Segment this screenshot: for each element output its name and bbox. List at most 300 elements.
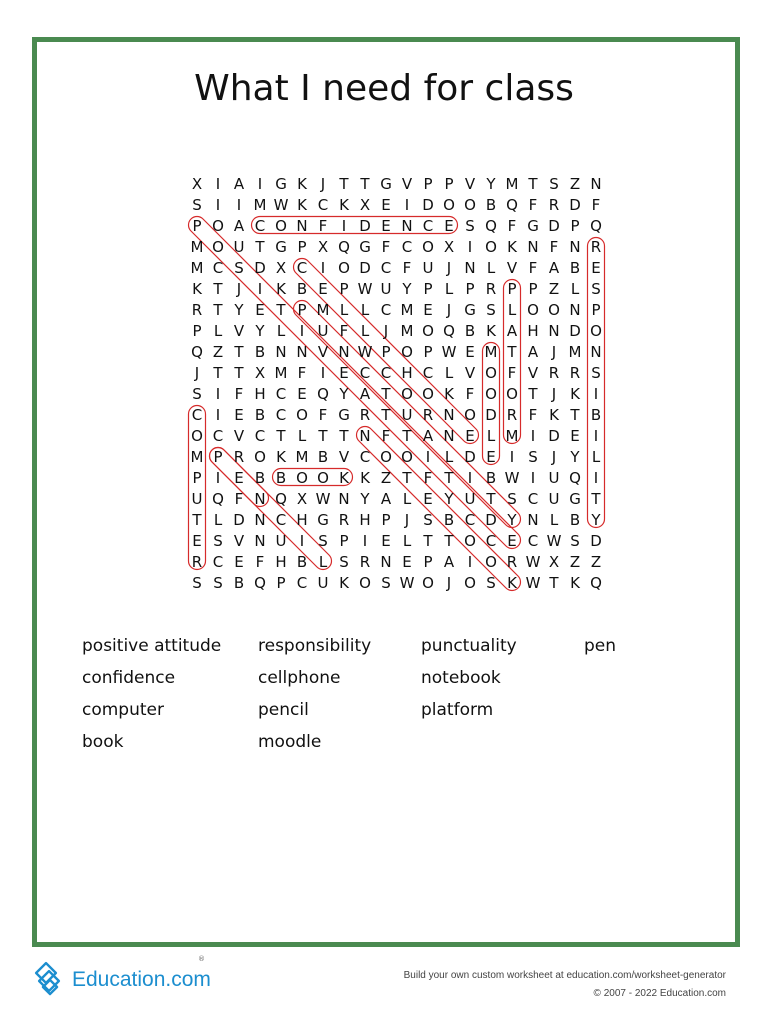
grid-letter: F	[234, 385, 244, 403]
grid-letter: T	[444, 469, 454, 487]
grid-letter: K	[192, 280, 202, 298]
grid-letter: S	[381, 574, 391, 592]
grid-letter: B	[254, 406, 266, 424]
grid-letter: O	[422, 322, 434, 340]
grid-letter: E	[255, 301, 265, 319]
grid-letter: Q	[485, 217, 497, 235]
grid-letter: E	[192, 532, 202, 550]
grid-letter: I	[215, 385, 221, 403]
grid-letter: W	[357, 343, 373, 361]
grid-letter: I	[215, 175, 221, 193]
grid-letter: Y	[234, 301, 244, 319]
word-column-3	[421, 630, 517, 726]
grid-letter: O	[422, 238, 434, 256]
grid-letter: T	[339, 427, 349, 445]
grid-letter: N	[527, 511, 539, 529]
grid-letter: O	[506, 385, 518, 403]
grid-letter: D	[233, 511, 245, 529]
grid-letter: B	[275, 469, 287, 487]
grid-letter: C	[275, 385, 287, 403]
grid-letter: Q	[569, 469, 581, 487]
grid-letter: V	[317, 343, 329, 361]
copyright-text: © 2007 - 2022 Education.com	[593, 988, 726, 999]
grid-letter: C	[422, 364, 434, 382]
grid-letter: I	[215, 469, 221, 487]
grid-letter: M	[505, 427, 519, 445]
grid-letter: U	[422, 259, 434, 277]
word-column-4	[584, 630, 616, 662]
grid-letter: O	[212, 217, 224, 235]
found-word-circle	[206, 444, 335, 573]
grid-letter: N	[443, 427, 455, 445]
grid-letter: C	[485, 532, 497, 550]
grid-letter: L	[444, 280, 454, 298]
grid-letter: G	[527, 217, 539, 235]
grid-letter: P	[339, 280, 349, 298]
grid-letter: J	[320, 175, 326, 193]
grid-letter: G	[464, 301, 476, 319]
grid-letter: S	[549, 175, 559, 193]
grid-letter: L	[339, 301, 349, 319]
grid-letter: S	[486, 574, 496, 592]
grid-letter: N	[590, 343, 602, 361]
grid-letter: J	[551, 385, 557, 403]
grid-letter: F	[339, 322, 349, 340]
grid-letter: I	[320, 364, 326, 382]
grid-letter: T	[486, 490, 496, 508]
grid-letter: P	[507, 280, 517, 298]
grid-letter: I	[593, 469, 599, 487]
grid-letter: T	[570, 406, 580, 424]
grid-letter: T	[381, 406, 391, 424]
grid-letter: V	[233, 427, 245, 445]
grid-letter: O	[401, 385, 413, 403]
grid-letter: E	[318, 280, 328, 298]
grid-letter: M	[253, 196, 267, 214]
grid-letter: P	[192, 217, 202, 235]
grid-letter: L	[444, 364, 454, 382]
education-logo-text: Education.com	[72, 968, 211, 991]
grid-letter: N	[254, 532, 266, 550]
grid-letter: B	[317, 448, 329, 466]
grid-letter: C	[275, 406, 287, 424]
grid-letter: P	[276, 574, 286, 592]
grid-letter: I	[257, 280, 263, 298]
grid-letter: T	[192, 511, 202, 529]
grid-letter: F	[255, 553, 265, 571]
grid-letter: S	[339, 553, 349, 571]
grid-letter: S	[192, 385, 202, 403]
grid-letter: O	[296, 406, 308, 424]
grid-letter: N	[338, 343, 350, 361]
grid-letter: I	[593, 385, 599, 403]
grid-letter: I	[404, 196, 410, 214]
grid-letter: R	[191, 301, 203, 319]
grid-letter: T	[276, 301, 286, 319]
grid-letter: E	[234, 469, 244, 487]
word-item: confidence	[82, 668, 176, 688]
grid-letter: J	[194, 364, 200, 382]
grid-letter: C	[464, 511, 476, 529]
grid-letter: V	[233, 322, 245, 340]
grid-letter: O	[527, 301, 539, 319]
grid-letter: I	[530, 427, 536, 445]
grid-letter: O	[191, 427, 203, 445]
grid-letter: I	[341, 217, 347, 235]
grid-letter: P	[465, 280, 475, 298]
grid-letter: C	[527, 490, 539, 508]
grid-letter: O	[338, 259, 350, 277]
grid-letter: U	[317, 322, 329, 340]
word-item: book	[82, 732, 124, 752]
word-item: notebook	[421, 668, 501, 688]
grid-letter: K	[276, 448, 286, 466]
grid-letter: M	[190, 238, 204, 256]
grid-letter: F	[423, 469, 433, 487]
grid-letter: F	[381, 427, 391, 445]
education-logo[interactable]	[30, 962, 211, 998]
grid-letter: S	[591, 364, 601, 382]
grid-letter: X	[296, 490, 308, 508]
grid-letter: E	[444, 217, 454, 235]
grid-letter: T	[339, 175, 349, 193]
grid-letter: D	[464, 448, 476, 466]
grid-letter: S	[507, 490, 517, 508]
grid-letter: M	[316, 301, 330, 319]
grid-letter: O	[212, 238, 224, 256]
grid-letter: O	[485, 385, 497, 403]
grid-letter: L	[402, 532, 412, 550]
grid-letter: H	[401, 364, 413, 382]
grid-letter: M	[274, 364, 288, 382]
grid-letter: O	[422, 574, 434, 592]
grid-letter: B	[254, 343, 266, 361]
grid-letter: W	[273, 196, 289, 214]
grid-letter: O	[590, 322, 602, 340]
grid-letter: P	[192, 322, 202, 340]
grid-letter: I	[299, 532, 305, 550]
grid-letter: L	[549, 511, 559, 529]
grid-letter: I	[320, 259, 326, 277]
grid-letter: S	[318, 532, 328, 550]
grid-letter: K	[339, 469, 349, 487]
grid-letter: P	[528, 280, 538, 298]
grid-letter: Y	[444, 490, 454, 508]
grid-letter: L	[402, 490, 412, 508]
word-item: responsibility	[258, 636, 372, 656]
grid-letter: L	[360, 322, 370, 340]
grid-letter: P	[591, 301, 601, 319]
grid-letter: M	[400, 301, 414, 319]
grid-letter: F	[507, 217, 517, 235]
grid-letter: S	[486, 301, 496, 319]
grid-letter: V	[464, 175, 476, 193]
grid-letter: A	[548, 259, 560, 277]
grid-letter: U	[548, 490, 560, 508]
grid-letter: K	[570, 574, 580, 592]
grid-letter: N	[296, 343, 308, 361]
grid-letter: R	[569, 364, 581, 382]
word-search-grid	[180, 166, 602, 592]
grid-letter: F	[297, 364, 307, 382]
grid-letter: S	[213, 574, 223, 592]
grid-letter: T	[528, 385, 538, 403]
grid-letter: G	[569, 490, 581, 508]
grid-letter: E	[339, 364, 349, 382]
grid-letter: L	[591, 448, 601, 466]
grid-letter: R	[548, 196, 560, 214]
grid-letter: G	[359, 238, 371, 256]
grid-letter: O	[485, 238, 497, 256]
grid-letter: C	[380, 259, 392, 277]
grid-letter: Y	[486, 175, 496, 193]
grid-letter: A	[380, 490, 392, 508]
grid-letter: E	[234, 553, 244, 571]
word-item: computer	[82, 700, 164, 720]
grid-letter: X	[191, 175, 203, 193]
grid-letter: C	[401, 238, 413, 256]
grid-letter: C	[527, 532, 539, 550]
grid-letter: N	[296, 217, 308, 235]
grid-letter: P	[297, 238, 307, 256]
grid-letter: S	[465, 217, 475, 235]
grid-letter: O	[485, 364, 497, 382]
grid-letter: F	[234, 490, 244, 508]
word-item: cellphone	[258, 668, 341, 688]
grid-letter: E	[486, 448, 496, 466]
grid-letter: K	[360, 469, 370, 487]
grid-letter: K	[507, 574, 517, 592]
grid-letter: L	[486, 259, 496, 277]
grid-letter: P	[444, 175, 454, 193]
grid-letter: G	[275, 238, 287, 256]
grid-letter: A	[233, 175, 245, 193]
grid-letter: Z	[212, 343, 224, 361]
grid-letter: T	[507, 343, 517, 361]
grid-letter: R	[338, 511, 350, 529]
grid-letter: N	[338, 490, 350, 508]
grid-letter: X	[359, 196, 371, 214]
grid-letter: S	[192, 196, 202, 214]
grid-letter: C	[296, 259, 308, 277]
grid-letter: T	[276, 427, 286, 445]
grid-letter: N	[443, 406, 455, 424]
grid-letter: T	[549, 574, 559, 592]
grid-letter: U	[191, 490, 203, 508]
generator-link[interactable]: Build your own custom worksheet at education.com/worksheet-generator	[403, 970, 726, 981]
grid-letter: K	[339, 196, 349, 214]
grid-letter: E	[591, 259, 601, 277]
grid-letter: L	[507, 301, 517, 319]
found-word-circle	[353, 423, 524, 594]
grid-letter: K	[297, 175, 307, 193]
grid-letter: K	[507, 238, 517, 256]
grid-letter: F	[528, 406, 538, 424]
grid-letter: P	[423, 175, 433, 193]
grid-letter: C	[191, 406, 203, 424]
grid-letter: C	[296, 574, 308, 592]
grid-letter: D	[590, 532, 602, 550]
grid-letter: Q	[275, 490, 287, 508]
page-title: What I need for class	[194, 68, 574, 109]
grid-letter: E	[423, 301, 433, 319]
grid-letter: O	[464, 196, 476, 214]
grid-letter: D	[569, 322, 581, 340]
grid-letter: U	[233, 238, 245, 256]
grid-letter: R	[359, 406, 371, 424]
grid-letter: S	[528, 448, 538, 466]
grid-letter: R	[359, 553, 371, 571]
grid-letter: T	[402, 427, 412, 445]
word-column-2	[258, 630, 371, 758]
grid-letter: Q	[212, 490, 224, 508]
grid-letter: P	[297, 301, 307, 319]
grid-letter: F	[528, 196, 538, 214]
grid-letter: D	[548, 217, 560, 235]
grid-letter: F	[381, 238, 391, 256]
grid-letter: S	[423, 511, 433, 529]
grid-letter: F	[465, 385, 475, 403]
grid-letter: L	[318, 553, 328, 571]
grid-letter: O	[401, 448, 413, 466]
grid-letter: S	[234, 259, 244, 277]
grid-letter: W	[525, 553, 541, 571]
grid-letter: L	[213, 322, 223, 340]
grid-letter: Z	[548, 280, 560, 298]
grid-letter: E	[381, 196, 391, 214]
grid-letter: E	[507, 532, 517, 550]
grid-letter: Q	[254, 574, 266, 592]
grid-letter: A	[359, 385, 371, 403]
grid-letter: J	[446, 301, 452, 319]
grid-letter: D	[569, 196, 581, 214]
grid-letter: W	[399, 574, 415, 592]
grid-letter: N	[254, 490, 266, 508]
grid-letter: M	[505, 175, 519, 193]
grid-letter: L	[360, 301, 370, 319]
grid-letter: C	[254, 427, 266, 445]
grid-letter: H	[527, 322, 539, 340]
education-logo-icon	[30, 962, 66, 998]
grid-letter: D	[485, 511, 497, 529]
grid-letter: R	[233, 448, 245, 466]
grid-letter: K	[276, 280, 286, 298]
grid-letter: F	[318, 217, 328, 235]
grid-letter: B	[569, 259, 581, 277]
word-item: pencil	[258, 700, 309, 720]
grid-letter: C	[212, 259, 224, 277]
grid-letter: W	[315, 490, 331, 508]
grid-letter: H	[254, 385, 266, 403]
grid-letter: I	[257, 175, 263, 193]
grid-letter: P	[381, 343, 391, 361]
grid-letter: S	[192, 574, 202, 592]
grid-letter: Q	[590, 217, 602, 235]
grid-letter: F	[402, 259, 412, 277]
grid-letter: R	[506, 406, 518, 424]
grid-letter: R	[485, 280, 497, 298]
grid-letter: B	[443, 511, 455, 529]
grid-letter: T	[360, 175, 370, 193]
grid-letter: Y	[591, 511, 601, 529]
grid-letter: U	[380, 280, 392, 298]
grid-letter: X	[317, 238, 329, 256]
grid-letter: I	[299, 322, 305, 340]
grid-letter: V	[401, 175, 413, 193]
grid-letter: Y	[507, 511, 517, 529]
grid-letter: W	[357, 280, 373, 298]
grid-letter: J	[446, 259, 452, 277]
grid-letter: D	[422, 196, 434, 214]
grid-letter: O	[296, 469, 308, 487]
grid-letter: D	[254, 259, 266, 277]
grid-letter: K	[297, 196, 307, 214]
grid-letter: O	[422, 385, 434, 403]
grid-letter: U	[464, 490, 476, 508]
grid-letter: O	[317, 469, 329, 487]
grid-letter: E	[402, 553, 412, 571]
grid-letter: X	[275, 259, 287, 277]
grid-letter: D	[359, 259, 371, 277]
grid-letter: T	[444, 532, 454, 550]
grid-letter: I	[425, 448, 431, 466]
grid-letter: N	[401, 217, 413, 235]
grid-letter: R	[191, 553, 203, 571]
grid-letter: K	[444, 385, 454, 403]
grid-letter: L	[570, 280, 580, 298]
grid-letter: J	[446, 574, 452, 592]
grid-letter: O	[380, 448, 392, 466]
grid-letter: N	[569, 301, 581, 319]
grid-letter: D	[485, 406, 497, 424]
grid-letter: E	[465, 427, 475, 445]
grid-letter: I	[509, 448, 515, 466]
grid-letter: J	[383, 322, 389, 340]
grid-letter: R	[548, 364, 560, 382]
grid-letter: T	[234, 343, 244, 361]
grid-letter: F	[318, 406, 328, 424]
grid-letter: V	[506, 259, 518, 277]
grid-letter: J	[236, 280, 242, 298]
grid-letter: L	[213, 511, 223, 529]
grid-letter: P	[381, 511, 391, 529]
grid-letter: Z	[380, 469, 392, 487]
grid-letter: B	[590, 406, 602, 424]
grid-letter: I	[530, 469, 536, 487]
grid-letter: C	[359, 448, 371, 466]
grid-letter: C	[422, 217, 434, 235]
grid-letter: E	[381, 532, 391, 550]
grid-letter: E	[423, 490, 433, 508]
grid-letter: Y	[402, 280, 412, 298]
word-item: platform	[421, 700, 494, 720]
grid-letter: P	[423, 280, 433, 298]
grid-letter: M	[190, 448, 204, 466]
grid-letter: C	[212, 553, 224, 571]
grid-letter: T	[234, 364, 244, 382]
grid-letter: G	[275, 175, 287, 193]
grid-letter: B	[569, 511, 581, 529]
grid-letter: N	[359, 427, 371, 445]
grid-letter: L	[276, 322, 286, 340]
grid-letter: C	[380, 301, 392, 319]
grid-letter: V	[527, 364, 539, 382]
grid-letter: E	[297, 385, 307, 403]
grid-letter: I	[236, 196, 242, 214]
grid-letter: K	[486, 322, 496, 340]
grid-letter: C	[380, 364, 392, 382]
grid-letter: P	[570, 217, 580, 235]
